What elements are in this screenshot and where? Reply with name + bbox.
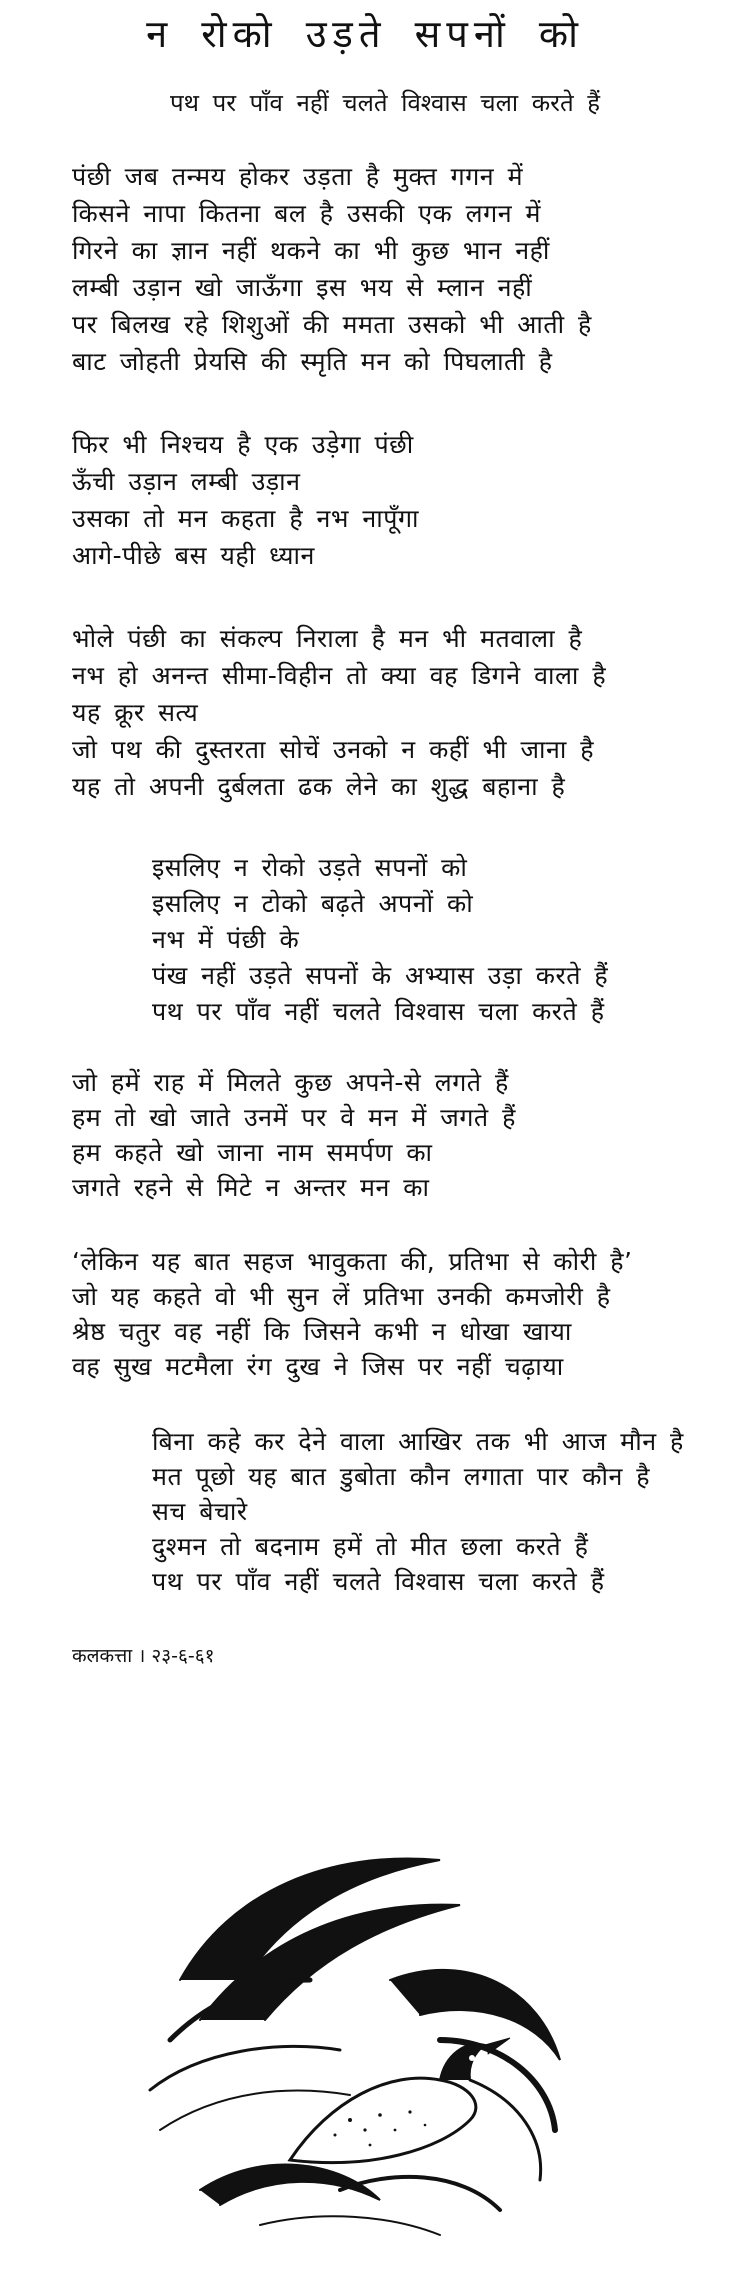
poem-line: जगते रहने से मिटे न अन्तर मन का [72,1173,430,1202]
stanza-6 [72,1244,730,1384]
poem-line: वह सुख मटमैला रंग दुख ने जिस पर नहीं चढ़ाया [72,1352,564,1381]
poem-line: मत पूछो यह बात डुबोता कौन लगाता पार कौन है [152,1462,651,1491]
poem-line: पथ पर पाँव नहीं चलते विश्वास चला करते हैं [152,1567,605,1596]
speckles [334,2110,427,2146]
poem-line: पंख नहीं उड़ते सपनों के अभ्यास उड़ा करते हैं [152,961,609,990]
stanza-7 [152,1424,730,1599]
wing-stroke [470,2080,541,2180]
poem-line: आगे-पीछे बस यही ध्यान [72,541,315,570]
poem-title: न रोको उड़ते सपनों को [146,12,584,56]
wing-stroke [260,2216,440,2235]
poem-line: लम्बी उड़ान खो जाऊँगा इस भय से म्लान नहीं [72,273,533,302]
poem-line: इसलिए न रोको उड़ते सपनों को [152,853,468,882]
bird-head [440,2044,485,2080]
poem-line: ‘लेकिन यह बात सहज भावुकता की, प्रतिभा से कोरी है’ [72,1247,633,1276]
bird-eye [469,2055,475,2061]
poem-line: किसने नापा कितना बल है उसकी एक लगन में [72,199,541,228]
poem-line: नभ में पंछी के [152,925,300,954]
poem-line: इसलिए न टोको बढ़ते अपनों को [152,889,474,918]
place-date: कलकत्ता । २३-६-६१ [72,1645,215,1667]
stanza-1 [72,158,730,380]
stanza-4-refrain [152,850,730,1030]
poem-line: हम कहते खो जाना नाम समर्पण का [72,1138,433,1167]
stanza-2 [72,426,730,574]
wing-stroke [150,2046,340,2090]
poem-line: दुश्मन तो बदनाम हमें तो मीत छला करते हैं [152,1532,589,1561]
poem-line: यह तो अपनी दुर्बलता ढक लेने का शुद्ध बहाना है [72,772,566,801]
poem-line: बिना कहे कर देने वाला आखिर तक भी आज मौन है [152,1427,684,1456]
poem-epigraph: पथ पर पाँव नहीं चलते विश्वास चला करते हैं [170,89,601,117]
poem-line: जो पथ की दुस्तरता सोचें उनको न कहीं भी जाना है [72,735,595,764]
poem-line: बाट जोहती प्रेयसि की स्मृति मन को पिघलाती है [72,347,553,376]
poem-line: गिरने का ज्ञान नहीं थकने का भी कुछ भान नहीं [72,236,550,265]
poem-line: पंछी जब तन्मय होकर उड़ता है मुक्त गगन में [72,162,524,191]
poem-line: ऊँची उड़ान लम्बी उड़ान [72,467,301,496]
poem-line: पर बिलख रहे शिशुओं की ममता उसको भी आती है [72,310,592,339]
poem-line: जो यह कहते वो भी सुन लें प्रतिभा उनकी कमजोरी है [72,1282,611,1311]
poem-line: पथ पर पाँव नहीं चलते विश्वास चला करते हैं [152,997,605,1026]
poem-line: भोले पंछी का संकल्प निराला है मन भी मतवाला है [72,624,583,653]
poem-line: उसका तो मन कहता है नभ नापूँगा [72,504,420,533]
poem-line: सच बेचारे [152,1497,248,1526]
poem-line: श्रेष्ठ चतुर वह नहीं कि जिसने कभी न धोखा खाया [72,1317,572,1346]
bird-illustration [140,1830,600,2250]
poem-line: हम तो खो जाते उनमें पर वे मन में जगते हैं [72,1103,516,1132]
poem-line: यह क्रूर सत्य [72,698,199,727]
stanza-3 [72,620,730,805]
poem-line: जो हमें राह में मिलते कुछ अपने-से लगते हैं [72,1068,509,1097]
poem-line: नभ हो अनन्त सीमा-विहीन तो क्या वह डिगने वाला है [72,661,607,690]
stanza-5 [72,1065,730,1205]
poem-line: फिर भी निश्चय है एक उड़ेगा पंछी [72,430,414,459]
